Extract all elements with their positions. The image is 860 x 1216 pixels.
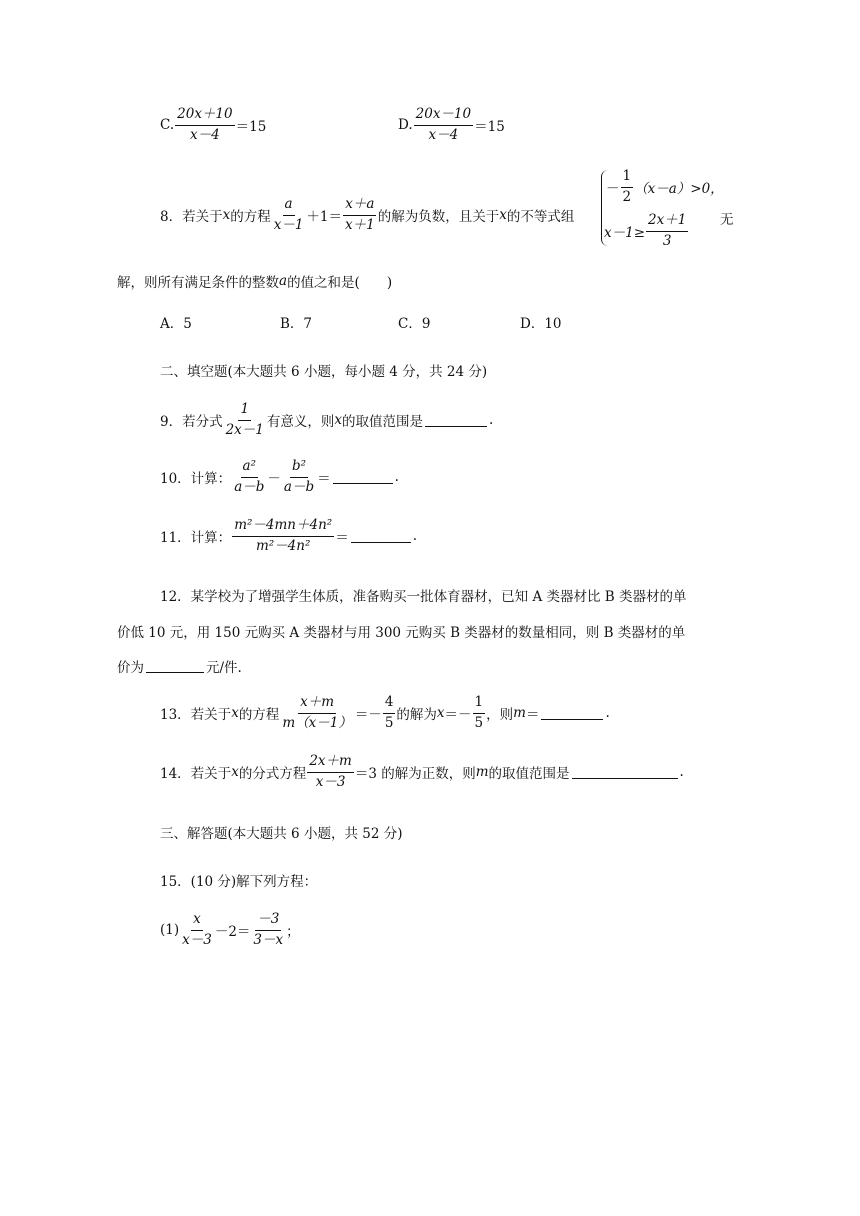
denominator: 2 (622, 188, 632, 205)
question-9 (160, 403, 493, 437)
fraction (272, 198, 306, 232)
numerator: 1 (473, 696, 486, 714)
text: ＝3 的解为正数，则 (354, 766, 476, 782)
text: ＝－ (354, 707, 382, 723)
fraction (621, 170, 634, 204)
denominator: x－1 (273, 216, 304, 233)
denominator: a－b (283, 478, 315, 495)
text: (1) (160, 922, 180, 938)
q8-option-d: D．10 (520, 316, 562, 332)
denominator: m²－4n² (255, 537, 311, 554)
q8-line1 (160, 198, 574, 232)
fraction (280, 696, 354, 730)
q7-option-d (398, 108, 505, 142)
denominator: 3 (662, 232, 672, 249)
answer-blank[interactable] (333, 471, 393, 484)
text: 有意义，则 (266, 414, 335, 430)
numerator: x (191, 913, 203, 931)
question-11 (160, 519, 417, 553)
fraction (646, 214, 688, 248)
text: . (394, 469, 399, 485)
question-12-line-2: 价低 10 元，用 150 元购买 A 类器材与用 300 元购买 B 类器材的数量相同，则 B 类器材的单 (117, 625, 686, 641)
fraction (224, 403, 266, 437)
answer-blank[interactable] (146, 660, 204, 673)
variable: x (436, 705, 445, 721)
numerator: 20x－10 (414, 108, 473, 126)
equation-rhs: ＝15 (474, 119, 505, 135)
option-label: C. (160, 117, 175, 133)
equation-rhs: ＝15 (235, 119, 267, 135)
text: 的分式方程 (238, 766, 307, 782)
text: 9．若分式 (160, 414, 223, 430)
fraction (473, 696, 486, 730)
text: ＝－ (444, 707, 472, 723)
numerator: 2x＋m (307, 755, 354, 773)
text: 13．若关于 (160, 707, 232, 723)
denominator: 5 (384, 714, 394, 731)
text: ＝ (335, 530, 349, 546)
text: ＝ (317, 471, 331, 487)
text: 14．若关于 (160, 766, 232, 782)
text: （x－a）>0， (634, 181, 724, 197)
text: . (412, 528, 417, 544)
text: 解，则所有满足条件的整数 (117, 275, 279, 291)
numerator: a² (241, 460, 258, 478)
text: . (605, 705, 610, 721)
text: ，则 (486, 707, 514, 723)
text: . (679, 764, 684, 780)
fraction (414, 108, 473, 142)
fraction (251, 913, 285, 947)
text: －2＝ (214, 924, 251, 940)
answer-blank[interactable] (351, 530, 411, 543)
answer-blank[interactable] (425, 414, 487, 427)
inequality-row-1 (606, 170, 724, 204)
question-15-title: 15．(10 分)解下列方程： (160, 874, 318, 890)
denominator: 2x－1 (225, 421, 264, 438)
text: 的取值范围是 (342, 414, 424, 430)
text: 的方程 (238, 707, 280, 723)
text: 元/件. (206, 660, 242, 676)
section-3-heading: 三、解答题(本大题共 6 小题，共 52 分) (160, 826, 403, 842)
q8-option-b: B．7 (280, 316, 313, 332)
fraction (307, 755, 354, 789)
q8-option-a: A．5 (160, 316, 192, 332)
variable: a (279, 273, 288, 289)
text: 的取值范围是 (488, 766, 570, 782)
text: 的解为 (396, 707, 437, 723)
denominator: x－4 (190, 126, 220, 143)
text: ＝ (525, 707, 540, 723)
question-13 (160, 696, 610, 730)
text: 的解为负数，且关于 (377, 209, 500, 225)
text: － (606, 181, 620, 197)
variable: x (222, 207, 231, 223)
fraction (383, 696, 396, 730)
numerator: x＋a (343, 198, 376, 216)
variable: x (499, 207, 507, 223)
numerator: m²－4mn＋4n² (232, 519, 334, 537)
fraction (175, 108, 234, 142)
denominator: x－3 (315, 773, 346, 790)
denominator: 3－x (253, 931, 284, 948)
text: 的方程 (230, 209, 271, 225)
section-2-heading: 二、填空题(本大题共 6 小题，每小题 4 分，共 24 分) (160, 364, 488, 380)
numerator: －3 (255, 913, 281, 931)
variable: x (334, 412, 343, 428)
q8-option-c: C．9 (398, 316, 431, 332)
answer-blank[interactable] (572, 766, 678, 779)
numerator: 2x＋1 (646, 214, 688, 232)
answer-blank[interactable] (541, 707, 603, 720)
text: 的值之和是( ) (287, 275, 393, 291)
question-10 (160, 460, 399, 494)
text: － (267, 471, 281, 487)
fraction (232, 460, 266, 494)
text: 10．计算： (160, 471, 232, 487)
numerator: 1 (621, 170, 634, 188)
variable: x (231, 764, 239, 780)
denominator: 5 (474, 714, 484, 731)
option-label: D. (398, 117, 413, 133)
text: 8．若关于 (160, 209, 223, 225)
denominator: x＋1 (345, 216, 375, 233)
denominator: x－3 (182, 931, 212, 948)
fraction (180, 913, 214, 947)
text: 价为 (117, 660, 144, 676)
text: x－1≥ (604, 225, 646, 241)
variable: x (231, 705, 239, 721)
q7-option-c (160, 108, 266, 142)
question-15-part-1 (160, 913, 300, 947)
question-12-line-1: 12．某学校为了增强学生体质，准备购买一批体育器材，已知 A 类器材比 B 类器材的单 (160, 589, 687, 605)
denominator: a－b (234, 478, 265, 495)
fraction (343, 198, 377, 232)
fraction (232, 519, 334, 553)
denominator: m（x－1） (282, 714, 352, 731)
denominator: x－4 (428, 126, 459, 143)
numerator: 20x＋10 (175, 108, 234, 126)
numerator: 4 (383, 696, 396, 714)
text: ； (286, 924, 300, 940)
inequality-row-2 (604, 214, 689, 248)
numerator: b² (290, 460, 308, 478)
question-14 (160, 755, 684, 789)
text: 11．计算： (160, 530, 232, 546)
fraction (282, 460, 316, 494)
numerator: x＋m (298, 696, 336, 714)
q8-line2 (117, 271, 392, 291)
text: . (489, 412, 494, 428)
numerator: a (283, 198, 295, 216)
question-12-line-3 (117, 656, 242, 676)
text: ＋1＝ (306, 209, 343, 225)
text: 的不等式组 (506, 209, 575, 225)
numerator: 1 (238, 403, 251, 421)
variable: m (475, 764, 489, 780)
variable: m (513, 705, 526, 721)
text-wu: 无 (720, 212, 734, 228)
